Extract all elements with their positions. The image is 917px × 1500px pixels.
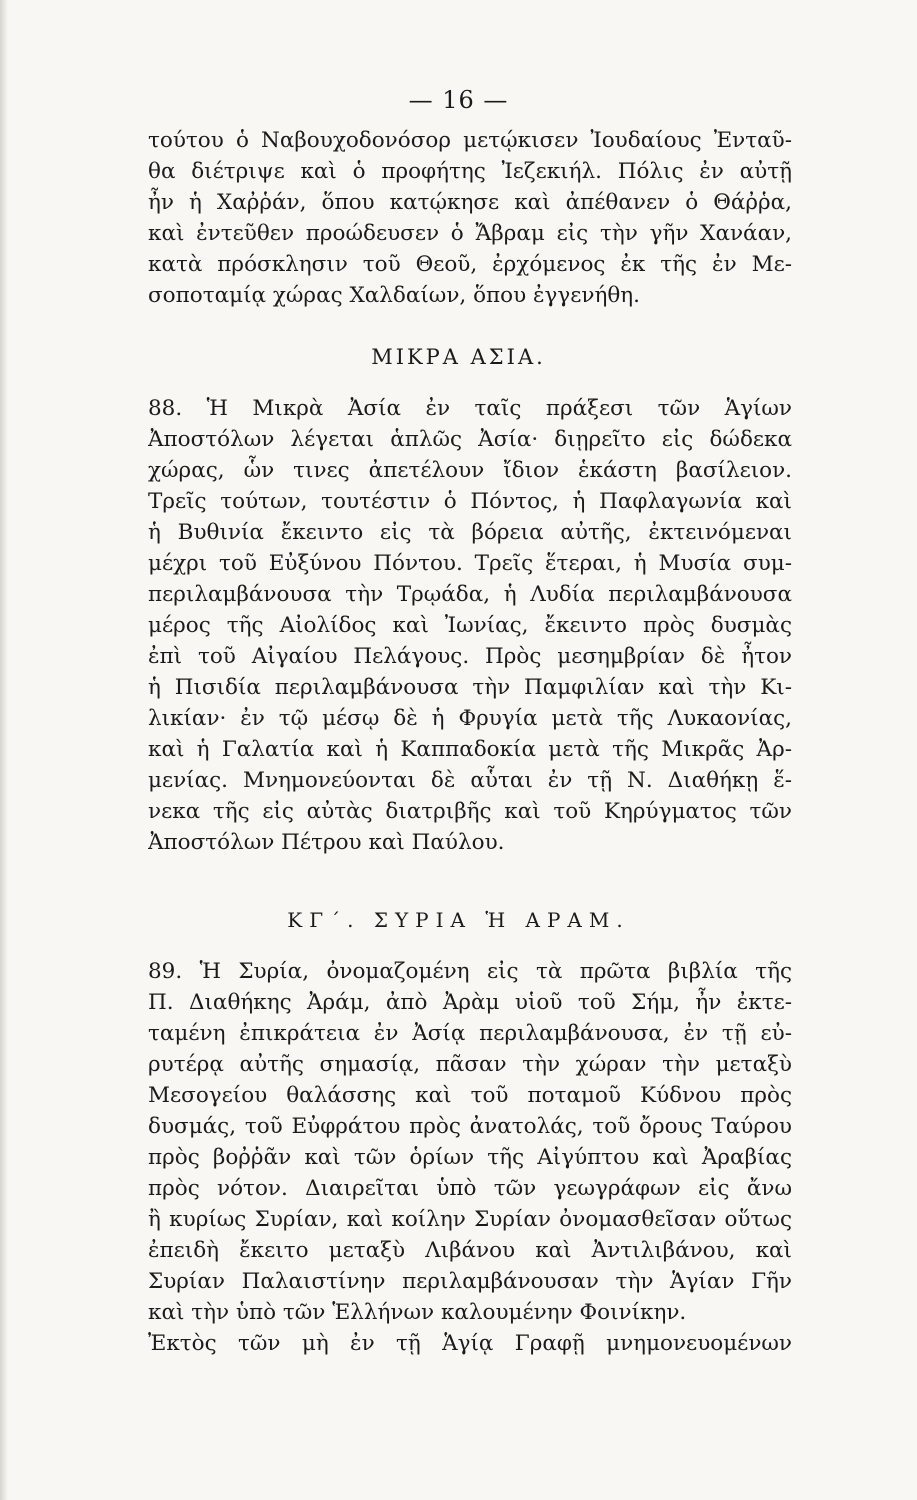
text-line: Τρεῖς τούτων, τουτέστιν ὁ Πόντος, ἡ Παφλαγωνία καὶ <box>148 489 792 514</box>
text-line: θα διέτριψε καὶ ὁ προφήτης Ἰεζεκιήλ. Πόλις ἐν αὐτῇ <box>148 159 792 184</box>
text-line: ρυτέρᾳ αὐτῆς σημασίᾳ, πᾶσαν τὴν χώραν τὴν μεταξὺ <box>148 1052 792 1077</box>
text-line: 88. Ἡ Μικρὰ Ἀσία ἐν ταῖς πράξεσι τῶν Ἁγίων <box>148 396 792 421</box>
text-line: πρὸς βοῤῥᾶν καὶ τῶν ὁρίων τῆς Αἰγύπτου καὶ Ἀραβίας <box>148 1145 792 1170</box>
section-heading-syria-aram: ΚΓ΄. ΣΥΡΙΑ Ἡ ΑΡΑΜ. <box>287 908 630 932</box>
text-line: μέχρι τοῦ Εὐξύνου Πόντου. Τρεῖς ἕτεραι, ἡ Μυσία συμ- <box>148 551 792 576</box>
text-line: μέρος τῆς Αἰολίδος καὶ Ἰωνίας, ἔκειντο πρὸς δυσμὰς <box>148 613 792 638</box>
section-heading-mikra-asia: ΜΙΚΡΑ ΑΣΙΑ. <box>371 345 546 369</box>
text-line: Ἀποστόλων λέγεται ἁπλῶς Ἀσία· διῃρεῖτο εἰς δώδεκα <box>148 427 792 452</box>
paragraph-89 <box>148 956 792 1359</box>
text-line: ἐπὶ τοῦ Αἰγαίου Πελάγους. Πρὸς μεσημβρίαν δὲ ἦτον <box>148 644 792 669</box>
text-line: 89. Ἡ Συρία, ὀνομαζομένη εἰς τὰ πρῶτα βιβλία τῆς <box>148 959 792 984</box>
text-line: λικίαν· ἐν τῷ μέσῳ δὲ ἡ Φρυγία μετὰ τῆς Λυκαονίας, <box>148 706 792 731</box>
text-line: νεκα τῆς εἰς αὐτὰς διατριβῆς καὶ τοῦ Κηρύγματος τῶν <box>148 799 792 824</box>
text-line: ἢ κυρίως Συρίαν, καὶ κοίλην Συρίαν ὀνομασθεῖσαν οὕτως <box>148 1207 792 1232</box>
text-line: καὶ ἡ Γαλατία καὶ ἡ Καππαδοκία μετὰ τῆς Μικρᾶς Ἀρ- <box>148 737 792 762</box>
text-line: Ἀποστόλων Πέτρου καὶ Παύλου. <box>148 830 505 855</box>
page-edge-shadow <box>0 0 8 1500</box>
text-line: κατὰ πρόσκλησιν τοῦ Θεοῦ, ἐρχόμενος ἐκ τῆς ἐν Με- <box>148 252 792 277</box>
text-line: περιλαμβάνουσα τὴν Τρῳάδα, ἡ Λυδία περιλαμβάνουσα <box>148 582 792 607</box>
text-line: πρὸς νότον. Διαιρεῖται ὑπὸ τῶν γεωγράφων εἰς ἄνω <box>148 1176 792 1201</box>
text-line: ἦν ἡ Χαῤῥάν, ὅπου κατῴκησε καὶ ἀπέθανεν ὁ Θάῤῥα, <box>148 190 792 215</box>
text-line: ταμένη ἐπικράτεια ἐν Ἀσίᾳ περιλαμβάνουσα, ἐν τῇ εὐ- <box>148 1021 792 1046</box>
text-line: καὶ τὴν ὑπὸ τῶν Ἑλλήνων καλουμένην Φοινίκην. <box>148 1300 687 1325</box>
paragraph-88 <box>148 393 792 858</box>
page-number: — 16 — <box>408 86 509 114</box>
paragraph-intro <box>148 125 792 311</box>
text-line: σοποταμίᾳ χώρας Χαλδαίων, ὅπου ἐγγενήθη. <box>148 283 640 308</box>
text-line: Μεσογείου θαλάσσης καὶ τοῦ ποταμοῦ Κύδνου πρὸς <box>148 1083 792 1108</box>
text-line: ἡ Πισιδία περιλαμβάνουσα τὴν Παμφιλίαν καὶ τὴν Κι- <box>148 675 792 700</box>
text-line: δυσμάς, τοῦ Εὐφράτου πρὸς ἀνατολάς, τοῦ ὄρους Ταύρου <box>148 1114 792 1139</box>
text-line: χώρας, ὧν τινες ἀπετέλουν ἴδιον ἑκάστη βασίλειον. <box>148 458 792 483</box>
text-line: ἐπειδὴ ἔκειτο μεταξὺ Λιβάνου καὶ Ἀντιλιβάνου, καὶ <box>148 1238 792 1263</box>
text-line: ἡ Βυθινία ἔκειντο εἰς τὰ βόρεια αὐτῆς, ἐκτεινόμεναι <box>148 520 792 545</box>
text-line: τούτου ὁ Ναβουχοδονόσορ μετῴκισεν Ἰουδαίους Ἐνταῦ- <box>148 128 792 153</box>
text-line: καὶ ἐντεῦθεν προώδευσεν ὁ Ἄβραμ εἰς τὴν γῆν Χανάαν, <box>148 221 792 246</box>
text-line: μενίας. Μνημονεύονται δὲ αὗται ἐν τῇ Ν. Διαθήκῃ ἕ- <box>148 768 792 793</box>
text-line: Ἐκτὸς τῶν μὴ ἐν τῇ Ἁγίᾳ Γραφῇ μνημονευομένων <box>148 1331 792 1356</box>
text-line: Συρίαν Παλαιστίνην περιλαμβάνουσαν τὴν Ἁγίαν Γῆν <box>148 1269 792 1294</box>
text-line: Π. Διαθήκης Ἀράμ, ἀπὸ Ἀρὰμ υἱοῦ τοῦ Σήμ, ἦν ἐκτε- <box>148 990 792 1015</box>
